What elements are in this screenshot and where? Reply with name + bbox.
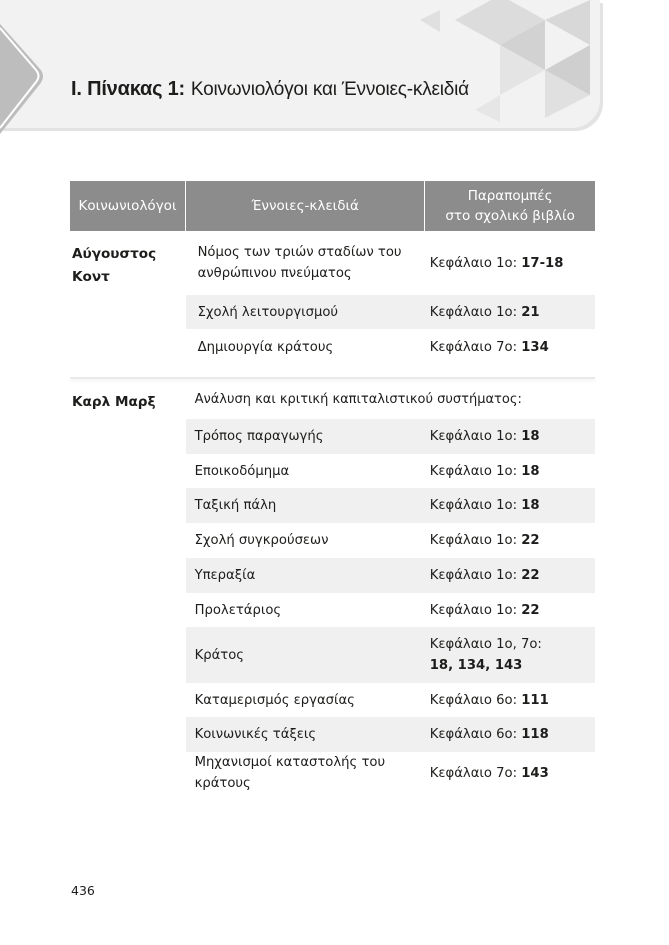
table-row (70, 379, 595, 419)
concept-cell: Δημιουργία κράτους (197, 339, 334, 355)
concept-cell: Κοινωνικές τάξεις (186, 717, 425, 752)
ref-pages: 18 (521, 498, 540, 513)
header-concepts: Έννοιες-κλειδιά (186, 181, 425, 231)
author-marx: Καρλ Μαρξ (72, 394, 156, 410)
ref-prefix: Κεφάλαιο 1ο, 7ο: (429, 637, 542, 652)
page-number: 436 (71, 883, 95, 898)
title-number: I. Πίνακας 1: (71, 78, 186, 100)
ref-prefix: Κεφάλαιο 1ο: (429, 602, 518, 618)
header-triangles-decoration (0, 0, 600, 130)
concept-cell: Καταμερισμός εργασίας (194, 692, 355, 708)
concept-cell: Κράτος (186, 627, 425, 683)
ref-prefix: Κεφάλαιο 1ο: (429, 463, 518, 479)
ref-prefix: Κεφάλαιο 1ο: (429, 255, 518, 271)
concept-cell: Υπεραξία (186, 558, 425, 593)
reference-cell (425, 231, 595, 295)
header-sociologists: Κοινωνιολόγοι (70, 181, 186, 231)
reference-cell (425, 488, 595, 523)
reference-cell (425, 419, 595, 454)
ref-pages: 17-18 (521, 255, 564, 271)
header-references (425, 181, 595, 231)
ref-pages: 18, 134, 143 (429, 658, 523, 673)
concept-cell: Εποικοδόμημα (194, 463, 290, 479)
sociologists-table (70, 181, 595, 794)
reference-cell (425, 593, 595, 627)
concept-cell: Προλετάριος (194, 602, 282, 618)
reference-cell (425, 683, 595, 717)
ref-prefix: Κεφάλαιο 1ο: (429, 533, 518, 548)
page-title (71, 78, 469, 101)
ref-pages: 111 (521, 692, 549, 708)
ref-pages: 22 (521, 602, 540, 618)
ref-prefix: Κεφάλαιο 6ο: (429, 692, 518, 708)
author-comte (70, 231, 186, 365)
ref-pages: 18 (521, 463, 540, 479)
ref-pages: 22 (521, 568, 540, 583)
reference-cell (425, 627, 595, 683)
reference-cell (425, 752, 595, 794)
ref-prefix: Κεφάλαιο 7ο: (429, 765, 518, 781)
reference-cell (425, 454, 595, 488)
ref-pages: 22 (521, 533, 540, 548)
ref-pages: 21 (521, 304, 540, 320)
concept-cell: Μηχανισμοί καταστολής του κράτους (194, 755, 386, 791)
ref-prefix: Κεφάλαιο 1ο: (429, 498, 518, 513)
left-tab-decoration (0, 24, 50, 144)
reference-cell (425, 295, 595, 329)
ref-pages: 18 (521, 429, 540, 444)
title-text: Κοινωνιολόγοι και Έννοιες-κλειδιά (190, 79, 469, 100)
marx-intro: Ανάλυση και κριτική καπιταλιστικού συστήματος: (194, 391, 522, 407)
concept-cell (186, 231, 425, 295)
reference-cell (425, 717, 595, 752)
table-header-row (70, 181, 595, 231)
ref-prefix: Κεφάλαιο 6ο: (429, 727, 518, 742)
reference-cell (425, 523, 595, 558)
header-references-line2: στο σχολικό βιβλίο (445, 208, 575, 224)
concept-line2: ανθρώπινου πνεύματος (197, 266, 352, 281)
reference-cell (425, 558, 595, 593)
ref-pages: 134 (521, 339, 549, 355)
concept-line1: Νόμος των τριών σταδίων του (197, 245, 402, 260)
ref-prefix: Κεφάλαιο 1ο: (429, 429, 518, 444)
author-comte-line1: Αύγουστος (72, 246, 157, 262)
author-comte-line2: Κοντ (72, 269, 110, 285)
reference-cell (425, 329, 595, 365)
ref-prefix: Κεφάλαιο 1ο: (429, 568, 518, 583)
ref-prefix: Κεφάλαιο 1ο: (429, 304, 518, 320)
concept-cell: Ταξική πάλη (186, 488, 425, 523)
header-references-line1: Παραπομπές (467, 188, 553, 204)
concept-cell: Σχολή συγκρούσεων (194, 533, 329, 548)
table-row (70, 231, 595, 295)
ref-pages: 143 (521, 765, 549, 781)
ref-prefix: Κεφάλαιο 7ο: (429, 339, 518, 355)
section-separator (70, 365, 595, 379)
concept-cell: Τρόπος παραγωγής (186, 419, 425, 454)
ref-pages: 118 (521, 727, 549, 742)
concept-cell: Σχολή λειτουργισμού (186, 295, 425, 329)
